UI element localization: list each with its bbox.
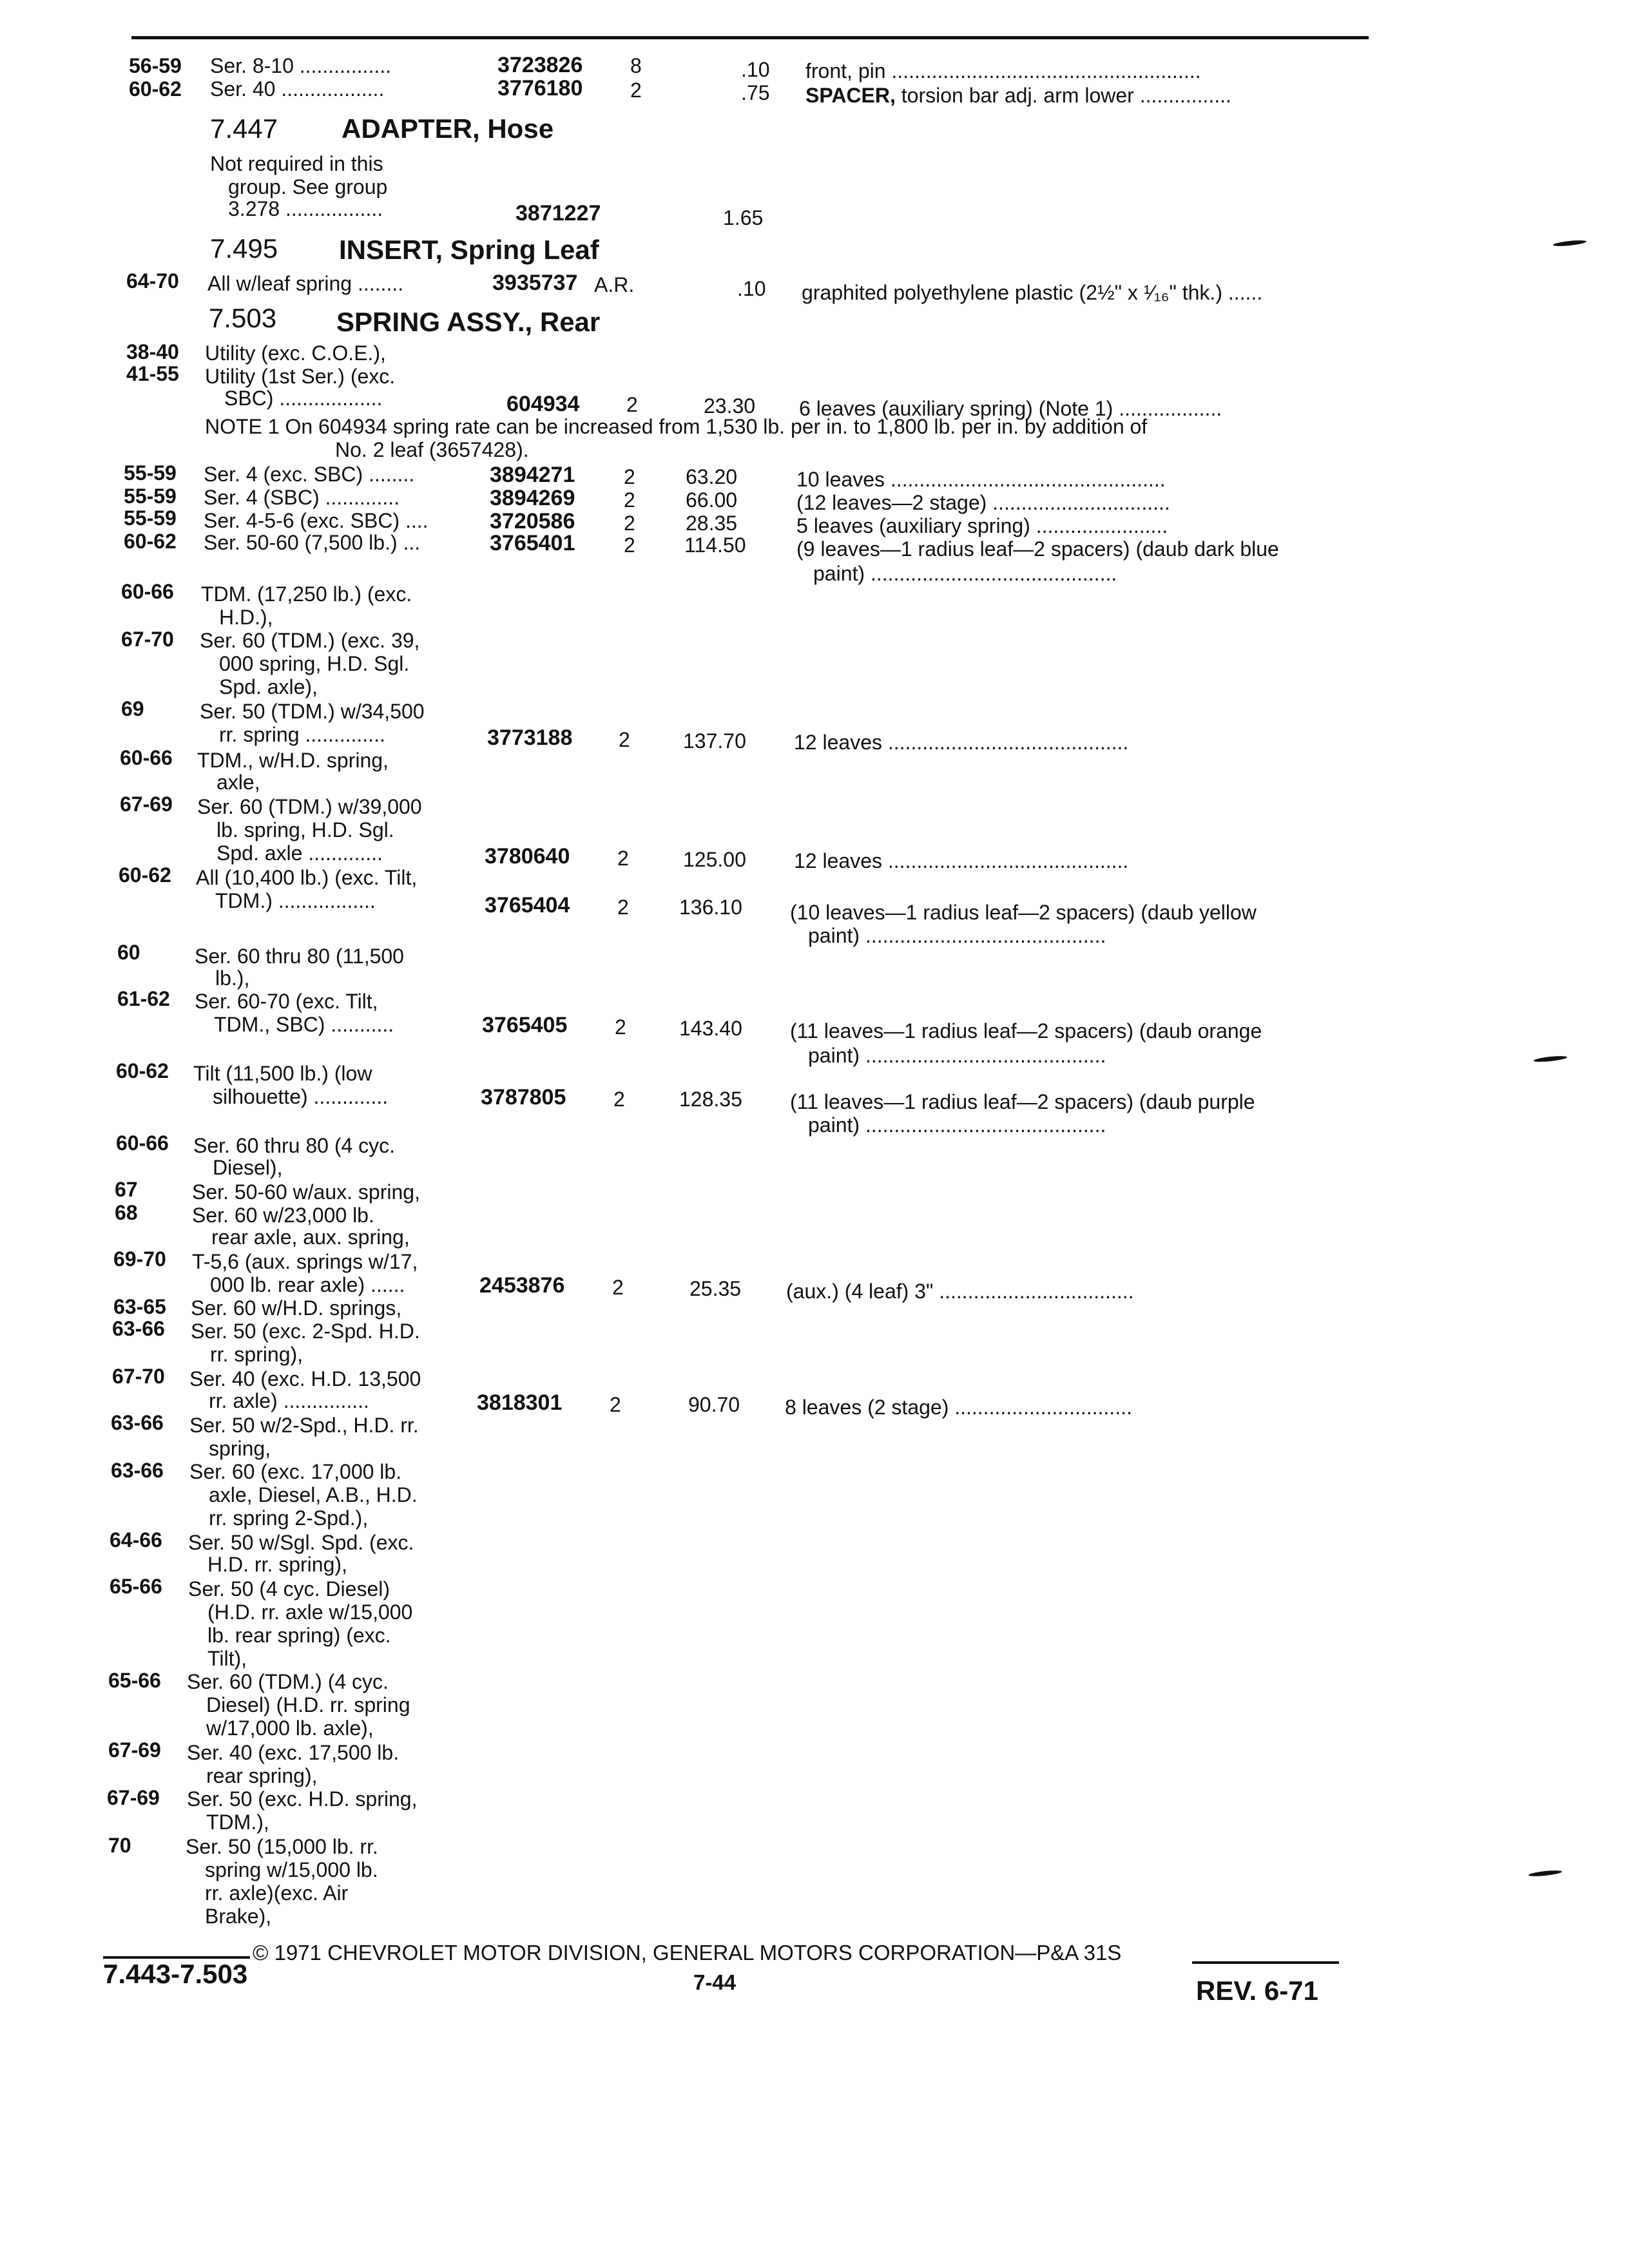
row-desc: All (10,400 lb.) (exc. Tilt,	[196, 866, 418, 889]
row-years: 67-70	[121, 628, 174, 651]
row-desc: w/17,000 lb. axle),	[206, 1716, 374, 1740]
row-qty: 2	[624, 533, 635, 557]
row-years: 67-69	[120, 793, 173, 816]
row-desc: TDM.) .................	[215, 889, 376, 912]
row-qty: 2	[610, 1393, 621, 1416]
row-years: 65-66	[110, 1575, 162, 1598]
row-remark: (aux.) (4 leaf) 3" ..................................	[786, 1280, 1134, 1303]
row-years: 63-66	[112, 1317, 165, 1340]
row-remark: 5 leaves (auxiliary spring) .......................	[796, 514, 1168, 537]
row-desc: Utility (1st Ser.) (exc.	[205, 365, 396, 388]
row-desc: Diesel) (H.D. rr. spring	[206, 1693, 410, 1716]
row-qty: 2	[626, 393, 638, 416]
row-years: 56-59	[129, 54, 182, 77]
row-desc: rr. axle) ...............	[209, 1389, 369, 1412]
adapter-note: group. See group	[228, 175, 388, 198]
row-part-number: 3765405	[482, 1013, 568, 1037]
row-years: 64-70	[126, 269, 179, 293]
footer-copyright: © 1971 CHEVROLET MOTOR DIVISION, GENERAL MOTORS CORPORATION—P&A 31S	[253, 1941, 1122, 1965]
row-price: 128.35	[679, 1088, 742, 1111]
row-desc: Ser. 60 (TDM.) w/39,000	[197, 795, 422, 818]
row-desc: silhouette) .............	[213, 1085, 389, 1108]
row-desc: Ser. 60 (TDM.) (4 cyc.	[187, 1670, 389, 1693]
section-number: 7.503	[209, 303, 277, 333]
section-title: INSERT, Spring Leaf	[339, 235, 599, 265]
row-desc: (H.D. rr. axle w/15,000	[207, 1600, 413, 1624]
row-part-number: 2453876	[479, 1273, 565, 1298]
remark-strong: SPACER,	[805, 84, 896, 107]
row-desc: rear axle, aux. spring,	[211, 1225, 410, 1249]
row-years: 69	[121, 697, 144, 720]
row-price: 28.35	[686, 512, 738, 535]
row-desc: Ser. 50 (exc. 2-Spd. H.D.	[191, 1320, 420, 1343]
row-price: 63.20	[686, 465, 738, 488]
row-price: 25.35	[689, 1277, 742, 1300]
row-remark: front, pin ......................................................	[805, 59, 1201, 82]
row-price: .10	[741, 58, 770, 81]
row-desc: Spd. axle .............	[217, 841, 383, 865]
remark-text: torsion bar adj. arm lower ................	[895, 84, 1231, 107]
row-desc: Ser. 4 (SBC) .............	[204, 486, 400, 509]
row-years: 67-69	[108, 1738, 161, 1762]
row-desc: rear spring),	[206, 1764, 318, 1787]
row-qty: 2	[624, 465, 635, 488]
row-desc: Ser. 40 (exc. 17,500 lb.	[187, 1741, 400, 1764]
row-desc: Ser. 50 (4 cyc. Diesel)	[188, 1577, 390, 1600]
row-qty: 2	[630, 79, 642, 102]
row-price: .75	[741, 81, 770, 104]
row-desc: Tilt (11,500 lb.) (low	[193, 1062, 372, 1085]
row-desc: Ser. 50-60 w/aux. spring,	[192, 1180, 420, 1204]
row-desc: TDM.),	[206, 1811, 269, 1834]
row-remark: 6 leaves (auxiliary spring) (Note 1) ..................	[799, 397, 1222, 420]
row-qty: 2	[617, 896, 629, 919]
row-years: 60-62	[129, 77, 182, 101]
row-qty: 2	[615, 1015, 626, 1039]
footer-rev: REV. 6-71	[1196, 1975, 1318, 2006]
row-price: 114.50	[684, 533, 746, 557]
row-years: 64-66	[110, 1528, 162, 1552]
row-years: 60-62	[116, 1059, 169, 1082]
row-price: 125.00	[683, 848, 746, 871]
section-title: ADAPTER, Hose	[342, 113, 554, 144]
row-remark: (10 leaves—1 radius leaf—2 spacers) (daub yellow	[790, 901, 1257, 924]
row-part-number: 3765404	[485, 893, 570, 918]
row-desc: H.D.),	[219, 606, 273, 629]
row-years: 65-66	[108, 1669, 161, 1692]
row-qty: 8	[630, 54, 642, 77]
row-years: 63-66	[111, 1411, 164, 1434]
row-desc: Ser. 60 (exc. 17,000 lb.	[189, 1460, 402, 1483]
row-years: 69-70	[113, 1247, 166, 1271]
footer-page-number: 7-44	[693, 1970, 737, 1994]
row-part-number: 3871227	[516, 201, 601, 226]
row-part-number: 3773188	[487, 726, 573, 750]
row-part-number: 3818301	[477, 1390, 563, 1415]
row-desc: spring,	[209, 1437, 271, 1460]
row-price: 136.10	[679, 896, 742, 919]
section-number: 7.495	[210, 233, 278, 264]
row-desc: Ser. 8-10 ................	[210, 54, 391, 77]
row-qty: 2	[619, 728, 630, 751]
row-desc: Tilt),	[207, 1647, 247, 1670]
row-years: 67-70	[112, 1365, 165, 1388]
row-years: 63-66	[111, 1459, 164, 1482]
row-part-number: 3787805	[481, 1085, 566, 1110]
row-years: 63-65	[113, 1295, 166, 1318]
row-part-number: 604934	[506, 392, 580, 416]
row-years: 38-40	[126, 340, 179, 363]
row-desc: Brake),	[205, 1905, 272, 1928]
row-desc: lb. rear spring) (exc.	[207, 1624, 391, 1647]
row-remark: (11 leaves—1 radius leaf—2 spacers) (daub orange	[790, 1019, 1262, 1043]
row-qty: 2	[612, 1276, 624, 1299]
row-desc: Ser. 50-60 (7,500 lb.) ...	[204, 531, 421, 554]
binder-mark	[1528, 1869, 1562, 1877]
row-years: 60-62	[124, 530, 177, 553]
row-desc: Ser. 50 (exc. H.D. spring,	[187, 1787, 418, 1811]
row-part-number: 3720586	[490, 509, 575, 533]
binder-mark	[1553, 239, 1586, 247]
row-part-number: 3894269	[490, 486, 575, 510]
row-years: 70	[108, 1834, 131, 1857]
row-remark: graphited polyethylene plastic (2½" x ¹⁄₁₆" thk.) ......	[802, 281, 1263, 304]
adapter-note: Not required in this	[210, 152, 383, 175]
row-years: 67-69	[107, 1786, 160, 1809]
row-price: 143.40	[679, 1017, 742, 1040]
row-years: 41-55	[126, 362, 179, 385]
row-remark: paint) ..........................................	[808, 1113, 1106, 1137]
row-desc: axle,	[217, 771, 260, 794]
top-rule	[131, 36, 1369, 39]
note-text: No. 2 leaf (3657428).	[335, 438, 529, 461]
row-desc: 000 spring, H.D. Sgl.	[219, 652, 410, 675]
row-desc: Ser. 50 w/Sgl. Spd. (exc.	[188, 1531, 414, 1554]
row-desc: TDM. (17,250 lb.) (exc.	[201, 582, 412, 606]
row-desc: Ser. 40 (exc. H.D. 13,500	[189, 1367, 421, 1390]
footer-range: 7.443-7.503	[103, 1959, 248, 1989]
row-part-number: 3765401	[490, 531, 575, 555]
row-part-number: 3776180	[497, 76, 583, 101]
row-desc: lb.),	[215, 966, 250, 990]
row-desc: Ser. 60 w/H.D. springs,	[191, 1296, 402, 1320]
row-desc: All w/leaf spring ........	[207, 272, 404, 295]
row-desc: Ser. 4-5-6 (exc. SBC) ....	[204, 509, 429, 532]
row-qty: 2	[613, 1088, 625, 1111]
row-desc: Ser. 50 (15,000 lb. rr.	[186, 1835, 378, 1858]
row-years: 67	[115, 1178, 138, 1201]
row-years: 55-59	[124, 506, 177, 530]
binder-mark	[1534, 1055, 1567, 1062]
row-remark: (11 leaves—1 radius leaf—2 spacers) (daub purple	[790, 1090, 1255, 1113]
row-years: 61-62	[117, 987, 170, 1010]
row-desc: Ser. 50 w/2-Spd., H.D. rr.	[189, 1414, 419, 1437]
row-price: 90.70	[688, 1393, 740, 1416]
row-desc: Ser. 4 (exc. SBC) ........	[204, 463, 415, 486]
row-part-number: 3894271	[490, 463, 575, 487]
row-remark: paint) ..........................................	[808, 1044, 1106, 1067]
row-desc: Ser. 60 thru 80 (4 cyc.	[193, 1134, 396, 1157]
row-years: 60-62	[119, 863, 171, 887]
row-remark: 10 leaves ................................................	[796, 468, 1166, 491]
row-desc: Utility (exc. C.O.E.),	[205, 341, 386, 365]
row-remark: 8 leaves (2 stage) ...............................	[785, 1396, 1132, 1419]
row-remark: 12 leaves ..........................................	[794, 731, 1129, 754]
row-desc: T-5,6 (aux. springs w/17,	[192, 1250, 418, 1273]
row-desc: 000 lb. rear axle) ......	[210, 1273, 405, 1296]
row-years: 60-66	[120, 746, 173, 769]
row-price: 137.70	[683, 729, 746, 753]
row-desc: Ser. 40 ..................	[210, 77, 385, 101]
row-remark: (12 leaves—2 stage) ...............................	[796, 491, 1170, 514]
row-desc: Ser. 60 w/23,000 lb.	[192, 1204, 374, 1227]
row-years: 55-59	[124, 461, 177, 485]
row-desc: rr. axle)(exc. Air	[205, 1881, 349, 1905]
row-desc: Ser. 60-70 (exc. Tilt,	[195, 990, 378, 1013]
row-desc: TDM., SBC) ...........	[214, 1013, 394, 1036]
row-qty: A.R.	[594, 273, 635, 296]
row-desc: TDM., w/H.D. spring,	[197, 749, 389, 772]
section-title: SPRING ASSY., Rear	[336, 307, 601, 337]
row-desc: Ser. 60 thru 80 (11,500	[195, 945, 404, 968]
row-price: 1.65	[723, 206, 764, 229]
row-qty: 2	[624, 488, 635, 512]
row-desc: H.D. rr. spring),	[207, 1553, 347, 1576]
row-desc: Spd. axle),	[219, 675, 318, 698]
row-years: 60-66	[116, 1131, 169, 1155]
row-desc: spring w/15,000 lb.	[205, 1858, 378, 1881]
row-price: 23.30	[704, 394, 756, 418]
row-desc: Diesel),	[213, 1156, 283, 1179]
row-part-number: 3780640	[485, 844, 570, 869]
row-years: 68	[115, 1201, 138, 1224]
row-remark: 12 leaves ..........................................	[794, 849, 1129, 872]
row-years: 60-66	[121, 580, 174, 603]
row-desc: Ser. 50 (TDM.) w/34,500	[200, 700, 425, 723]
row-remark: paint) ...........................................	[813, 562, 1117, 585]
row-years: 55-59	[124, 485, 177, 508]
row-price: 66.00	[686, 488, 738, 512]
row-remark	[805, 84, 1231, 108]
row-desc: lb. spring, H.D. Sgl.	[217, 818, 394, 841]
row-price: .10	[737, 277, 766, 300]
row-desc: rr. spring),	[210, 1343, 304, 1366]
row-qty: 2	[624, 512, 635, 535]
adapter-note: 3.278 .................	[228, 197, 383, 220]
row-part-number: 3723826	[497, 53, 583, 77]
footer-rule-right	[1192, 1961, 1339, 1964]
row-years: 60	[117, 941, 140, 964]
row-part-number: 3935737	[492, 271, 578, 295]
note-text: NOTE 1 On 604934 spring rate can be increased from 1,530 lb. per in. to 1,800 lb. per in. by addition of	[205, 415, 1148, 438]
row-desc: rr. spring 2-Spd.),	[209, 1506, 369, 1530]
row-qty: 2	[617, 847, 629, 870]
row-desc: SBC) ..................	[224, 387, 383, 410]
row-remark: (9 leaves—1 radius leaf—2 spacers) (daub dark blue	[796, 537, 1279, 561]
row-desc: axle, Diesel, A.B., H.D.	[209, 1483, 418, 1506]
row-remark: paint) ..........................................	[808, 924, 1106, 947]
section-number: 7.447	[210, 113, 278, 144]
row-desc: Ser. 60 (TDM.) (exc. 39,	[200, 629, 420, 652]
row-desc: rr. spring ..............	[219, 723, 385, 746]
